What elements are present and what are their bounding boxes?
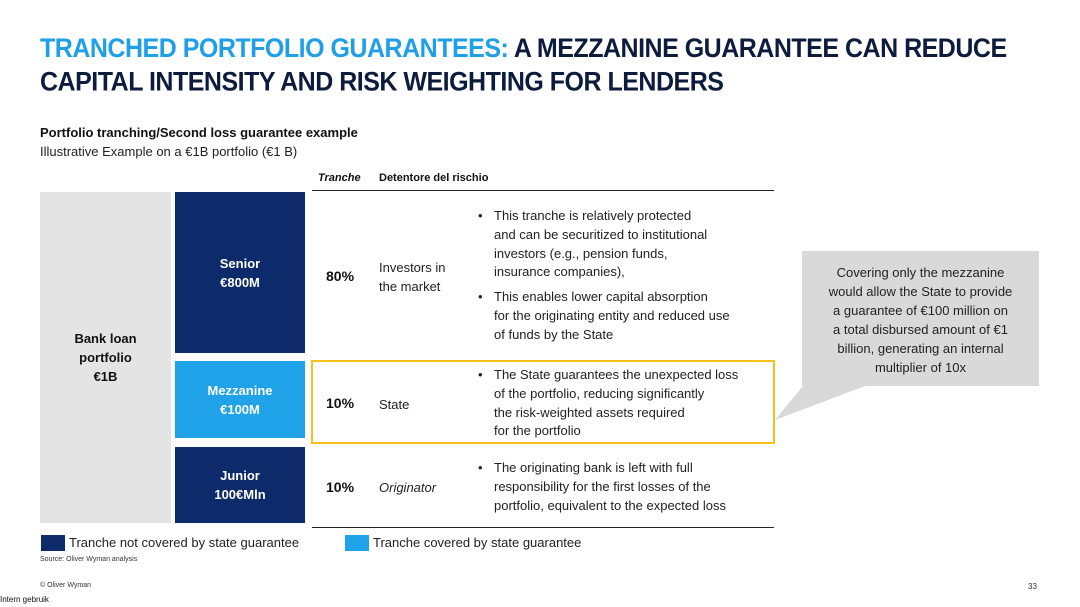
- junior-holder: Originator: [379, 480, 437, 495]
- junior-bullet-1: • The originating bank is left with full responsibility for the first losses of the portfolio, equivalent to the expected loss: [478, 459, 726, 515]
- callout-pointer: [775, 386, 865, 422]
- legend-covered-swatch: [345, 535, 369, 551]
- junior-bullets: [478, 459, 726, 515]
- mezzanine-percentage: 10%: [326, 395, 355, 411]
- tranche-senior-block: Senior €800M: [175, 192, 305, 353]
- title-rest: A MEZZANINE GUARANTEE CAN REDUCE CAPITAL INTENSITY AND RISK WEIGHTING FOR LENDERS: [40, 33, 1007, 97]
- slide-title: [40, 32, 1040, 99]
- senior-percentage: 80%: [326, 268, 355, 284]
- bank-loan-portfolio-block: Bank loan portfolio €1B: [40, 192, 171, 523]
- column-header-holder: Detentore del rischio: [379, 172, 489, 184]
- senior-bullet-2: • This enables lower capital absorption for the originating entity and reduced use of funds by the State: [478, 288, 730, 344]
- senior-bullets: [478, 207, 730, 345]
- legend-not-covered-swatch: [41, 535, 65, 551]
- junior-percentage: 10%: [326, 479, 355, 495]
- tranche-mezzanine-block: Mezzanine €100M: [175, 361, 305, 438]
- classification-label: Intern gebruik: [0, 595, 49, 604]
- mezzanine-holder: State: [379, 397, 410, 412]
- bottom-divider: [312, 527, 774, 528]
- page-number: 33: [1028, 582, 1037, 591]
- mezzanine-bullets: [478, 366, 738, 441]
- legend-not-covered-label: Tranche not covered by state guarantee: [69, 535, 300, 550]
- mezzanine-bullet-1: • The State guarantees the unexpected loss of the portfolio, reducing significantly the risk-weighted assets required for the portfolio: [478, 366, 738, 441]
- legend-covered-label: Tranche covered by state guarantee: [373, 535, 582, 550]
- source-note: Source: Oliver Wyman analysis: [40, 556, 138, 563]
- subtitle-heading: Portfolio tranching/Second loss guarantee example: [40, 125, 358, 140]
- senior-holder: Investors in the market: [379, 260, 446, 294]
- subtitle-example: Illustrative Example on a €1B portfolio (€1 B): [40, 144, 298, 159]
- senior-bullet-1: • This tranche is relatively protected and can be securitized to institutional investors (e.g., pension funds, insurance companies),: [478, 207, 730, 282]
- column-header-tranche: Tranche: [318, 172, 361, 184]
- title-accent: TRANCHED PORTFOLIO GUARANTEES:: [40, 33, 509, 64]
- header-divider: [312, 190, 774, 191]
- tranche-junior-block: Junior 100€Mln: [175, 447, 305, 523]
- callout-box: Covering only the mezzanine would allow the State to provide a guarantee of €100 million on a total disbursed amount of €1 billion, generating an internal multiplier of 10x: [802, 251, 1039, 386]
- copyright: © Oliver Wyman: [40, 582, 91, 589]
